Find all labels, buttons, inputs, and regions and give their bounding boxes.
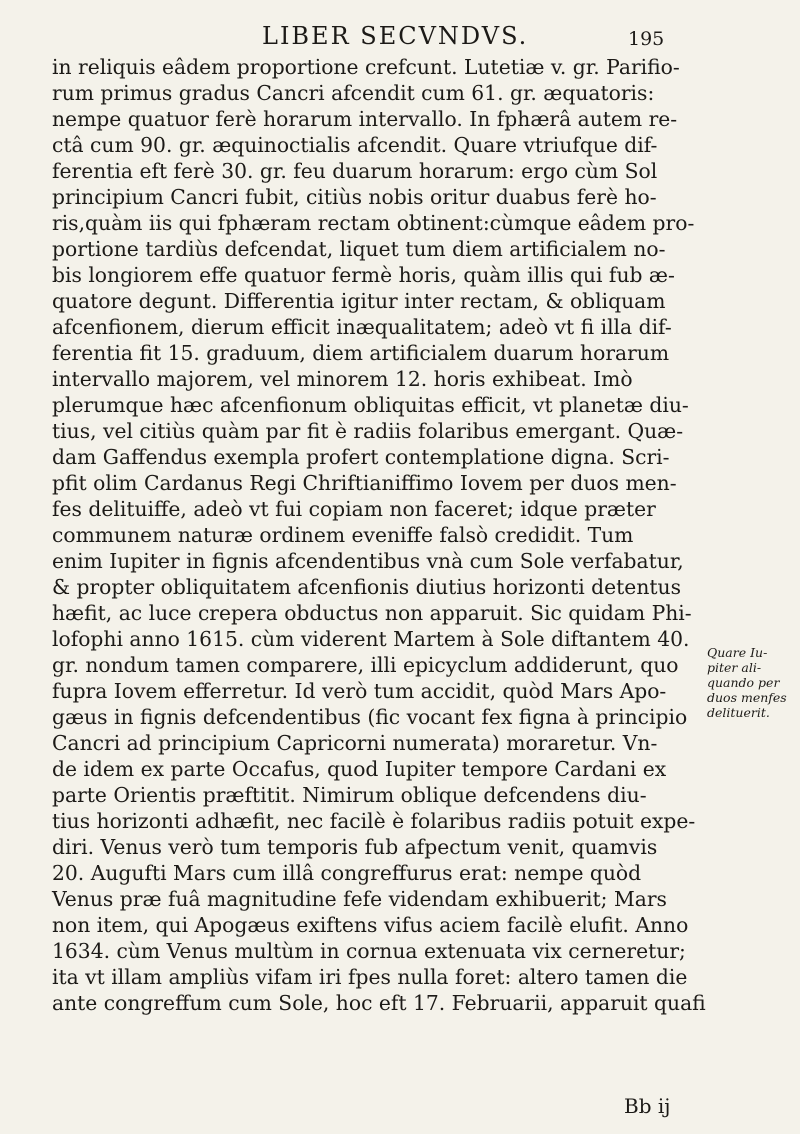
margin-note-line: piter ali- [707, 660, 762, 675]
text-line: Cancri ad principium Capricorni numerata) moraretur. Vn- [52, 731, 658, 755]
margin-note-line: delituerit. [707, 705, 770, 720]
text-line: enim Iupiter in fignis afcendentibus vnà cum Sole verfabatur, [52, 549, 684, 573]
running-title: LIBER SECVNDVS. [262, 22, 529, 50]
text-line: 1634. cùm Venus multùm in cornua extenuata vix cerneretur; [52, 939, 686, 963]
text-line: ferentia eft ferè 30. gr. feu duarum horarum: ergo cùm Sol [52, 159, 658, 183]
text-line: portione tardiùs defcendat, liquet tum diem artificialem no- [52, 237, 666, 261]
main-text-block [52, 54, 706, 1016]
text-line: communem naturæ ordinem eveniffe falsò credidit. Tum [52, 523, 634, 547]
page-header [0, 18, 800, 52]
margin-note-line: quando per [707, 675, 780, 690]
text-line: pfit olim Cardanus Regi Chriftianiffimo Iovem per duos men- [52, 471, 677, 495]
text-line: plerumque hæc afcenfionum obliquitas efficit, vt planetæ diu- [52, 393, 689, 417]
text-line: quatore degunt. Differentia igitur inter rectam, & obliquam [52, 289, 666, 313]
signature-mark: Bb ij [624, 1094, 671, 1118]
text-line: diri. Venus verò tum temporis fub afpectum venit, quamvis [52, 835, 658, 859]
text-line: nempe quatuor ferè horarum intervallo. In fphærâ autem re- [52, 107, 678, 131]
text-line: hæfit, ac luce crepera obductus non apparuit. Sic quidam Phi- [52, 601, 692, 625]
text-line: ferentia fit 15. graduum, diem artificialem duarum horarum [52, 341, 670, 365]
text-line: 20. Augufti Mars cum illâ congreffurus erat: nempe quòd [52, 861, 642, 885]
text-line: tius horizonti adhæfit, nec facilè è folaribus radiis potuit expe- [52, 809, 696, 833]
text-line: gæus in fignis defcendentibus (fic vocant fex figna à principio [52, 705, 688, 729]
text-line: ante congreffum cum Sole, hoc eft 17. Februarii, apparuit quafi [52, 991, 706, 1015]
text-line: lofophi anno 1615. cùm viderent Martem à Sole diftantem 40. [52, 627, 690, 651]
text-line: fes delituiffe, adeò vt fui copiam non faceret; idque præter [52, 497, 656, 521]
text-line: in reliquis eâdem proportione crefcunt. Lutetiæ v. gr. Parifio- [52, 55, 680, 79]
text-line: fupra Iovem efferretur. Id verò tum accidit, quòd Mars Apo- [52, 679, 667, 703]
text-line: tius, vel citiùs quàm par fit è radiis folaribus emergant. Quæ- [52, 419, 684, 443]
text-line: rum primus gradus Cancri afcendit cum 61. gr. æquatoris: [52, 81, 655, 105]
margin-note-line: Quare Iu- [707, 645, 768, 660]
text-line: ctâ cum 90. gr. æquinoctialis afcendit. Quare vtriufque dif- [52, 133, 658, 157]
text-line: afcenfionem, dierum efficit inæqualitatem; adeò vt fi illa dif- [52, 315, 672, 339]
text-line: ris,quàm iis qui fphæram rectam obtinent:cùmque eâdem pro- [52, 211, 695, 235]
text-line: gr. nondum tamen comparere, illi epicyclum addiderunt, quo [52, 653, 679, 677]
text-line: intervallo majorem, vel minorem 12. horis exhibeat. Imò [52, 367, 633, 391]
text-line: non item, qui Apogæus exiftens vifus aciem facilè elufit. Anno [52, 913, 689, 937]
text-line: parte Orientis præftitit. Nimirum oblique defcendens diu- [52, 783, 647, 807]
margin-note-line: duos menfes [707, 690, 787, 705]
text-line: Venus præ fuâ magnitudine fefe videndam exhibuerit; Mars [52, 887, 667, 911]
text-line: ita vt illam ampliùs vifam iri fpes nulla foret: altero tamen die [52, 965, 688, 989]
margin-note [707, 645, 797, 720]
text-line: de idem ex parte Occafus, quod Iupiter tempore Cardani ex [52, 757, 667, 781]
text-line: & propter obliquitatem afcenfionis diutius horizonti detentus [52, 575, 681, 599]
text-line: dam Gaffendus exempla profert contemplatione digna. Scri- [52, 445, 670, 469]
text-line: principium Cancri fubit, citiùs nobis oritur duabus ferè ho- [52, 185, 657, 209]
page-number: 195 [628, 28, 665, 50]
text-line: bis longiorem effe quatuor fermè horis, quàm illis qui fub æ- [52, 263, 675, 287]
